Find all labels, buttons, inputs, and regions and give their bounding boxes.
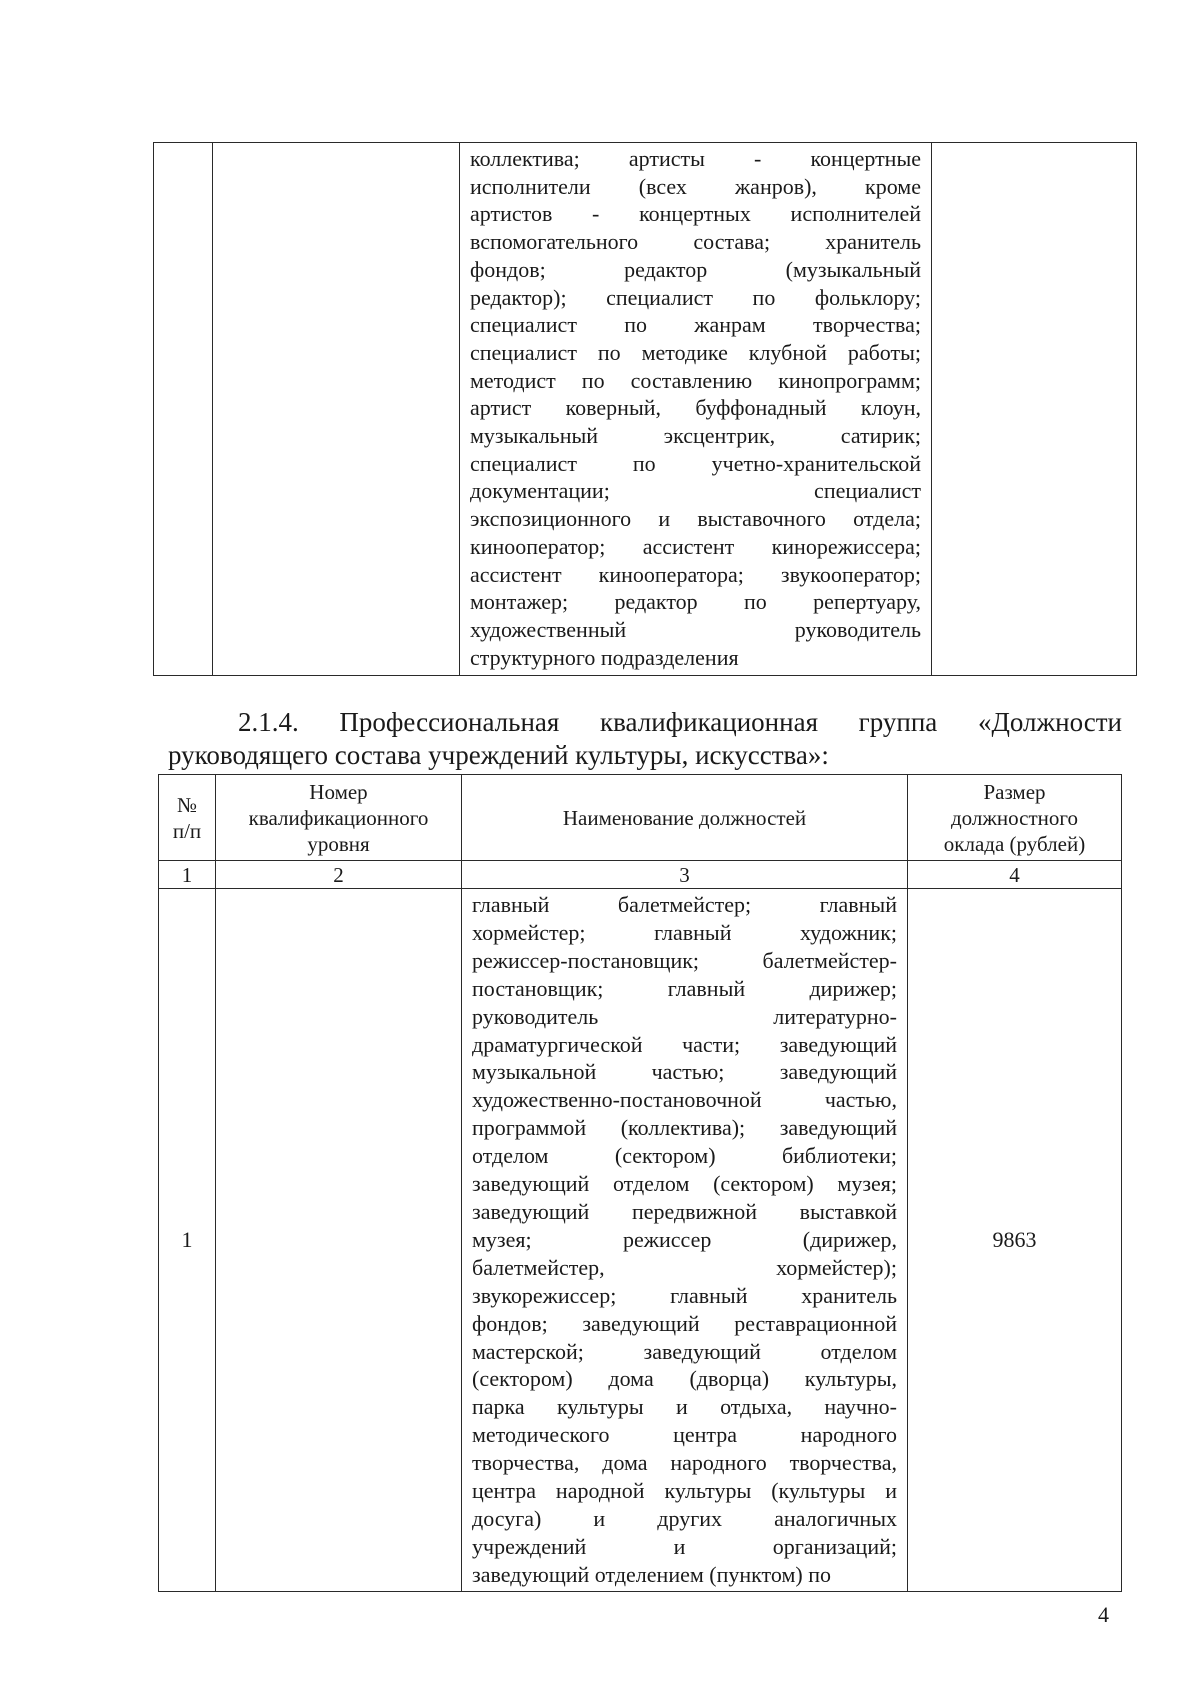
table-header-row: [159, 775, 1122, 861]
cell-level: [213, 143, 460, 676]
header-salary: Размер должностного оклада (рублей): [908, 775, 1122, 861]
text-line: музыкальный эксцентрик, сатирик;: [470, 423, 921, 449]
text-line: отделом (сектором) библиотеки;: [472, 1143, 897, 1169]
text-line: постановщик; главный дирижер;: [472, 975, 897, 1001]
text-line: творчества, дома народного творчества,: [472, 1450, 897, 1476]
row-salary: 9863: [908, 889, 1122, 1592]
text-line: заведующий передвижной выставкой: [472, 1198, 897, 1224]
row-number: 1: [159, 889, 216, 1592]
text-line: специалист по учетно-хранительской: [470, 450, 921, 476]
positions-text: [462, 889, 907, 1589]
text-line: художественно-постановочной частью,: [472, 1087, 897, 1113]
text-line: драматургической части; заведующий: [472, 1031, 897, 1057]
text-line: фондов; редактор (музыкальный: [470, 256, 921, 282]
text-line: режиссер-постановщик; балетмейстер-: [472, 947, 897, 973]
text-line: монтажер; редактор по репертуару,: [470, 589, 921, 615]
text-line: досуга) и других аналогичных: [472, 1505, 897, 1531]
row-level: [216, 889, 462, 1592]
text-line: музея; режиссер (дирижер,: [472, 1226, 897, 1252]
header-level: Номер квалификационного уровня: [216, 775, 462, 861]
text-line: методист по составлению кинопрограмм;: [470, 367, 921, 393]
row-positions: [462, 889, 908, 1592]
colnum-3: 3: [462, 861, 908, 889]
text-line: центра народной культуры (культуры и: [472, 1478, 897, 1504]
text-line: музыкальной частью; заведующий: [472, 1059, 897, 1085]
text-line: мастерской; заведующий отделом: [472, 1338, 897, 1364]
cell-positions: [460, 143, 932, 676]
text-line: структурного подразделения: [470, 644, 739, 670]
text-line: художественный руководитель: [470, 616, 921, 642]
text-line: хормейстер; главный художник;: [472, 919, 897, 945]
text-line: программой (коллектива); заведующий: [472, 1115, 897, 1141]
table-continuation: [153, 142, 1137, 676]
text-line: главный балетмейстер; главный: [472, 892, 897, 917]
text-line: заведующий отделением (пунктом) по: [472, 1561, 831, 1587]
table-row: [159, 889, 1122, 1592]
section-heading: [168, 706, 1122, 772]
text-line: звукорежиссер; главный хранитель: [472, 1282, 897, 1308]
header-number: № п/п: [159, 775, 216, 861]
text-line: артистов - концертных исполнителей: [470, 201, 921, 227]
colnum-2: 2: [216, 861, 462, 889]
text-line: заведующий отделом (сектором) музея;: [472, 1171, 897, 1197]
text-line: кинооператор; ассистент кинорежиссера;: [470, 533, 921, 559]
text-line: учреждений и организаций;: [472, 1533, 897, 1559]
cell-number: [154, 143, 213, 676]
text-line: парка культуры и отдыха, научно-: [472, 1394, 897, 1420]
text-line: руководитель литературно-: [472, 1003, 897, 1029]
text-line: (сектором) дома (дворца) культуры,: [472, 1366, 897, 1392]
section-heading-line2: руководящего состава учреждений культуры, искусства»:: [168, 740, 829, 770]
colnum-4: 4: [908, 861, 1122, 889]
section-heading-line1: 2.1.4. Профессиональная квалификационная группа «Должности: [238, 707, 1122, 737]
text-line: экспозиционного и выставочного отдела;: [470, 506, 921, 532]
text-line: ассистент кинооператора; звукооператор;: [470, 561, 921, 587]
text-line: балетмейстер, хормейстер);: [472, 1254, 897, 1280]
text-line: редактор); специалист по фольклору;: [470, 284, 921, 310]
positions-text: [460, 143, 931, 671]
text-line: специалист по методике клубной работы;: [470, 339, 921, 365]
text-line: артист коверный, буффонадный клоун,: [470, 395, 921, 421]
table-colnum-row: [159, 861, 1122, 889]
table-positions: [158, 774, 1122, 1592]
text-line: вспомогательного состава; хранитель: [470, 229, 921, 255]
page-number: 4: [1098, 1602, 1109, 1627]
colnum-1: 1: [159, 861, 216, 889]
cell-salary: [932, 143, 1137, 676]
text-line: исполнители (всех жанров), кроме: [470, 173, 921, 199]
text-line: фондов; заведующий реставрационной: [472, 1310, 897, 1336]
text-line: методического центра народного: [472, 1422, 897, 1448]
table-row: [154, 143, 1137, 676]
text-line: документации; специалист: [470, 478, 921, 504]
text-line: коллектива; артисты - концертные: [470, 146, 921, 171]
header-positions: Наименование должностей: [462, 775, 908, 861]
text-line: специалист по жанрам творчества;: [470, 312, 921, 338]
